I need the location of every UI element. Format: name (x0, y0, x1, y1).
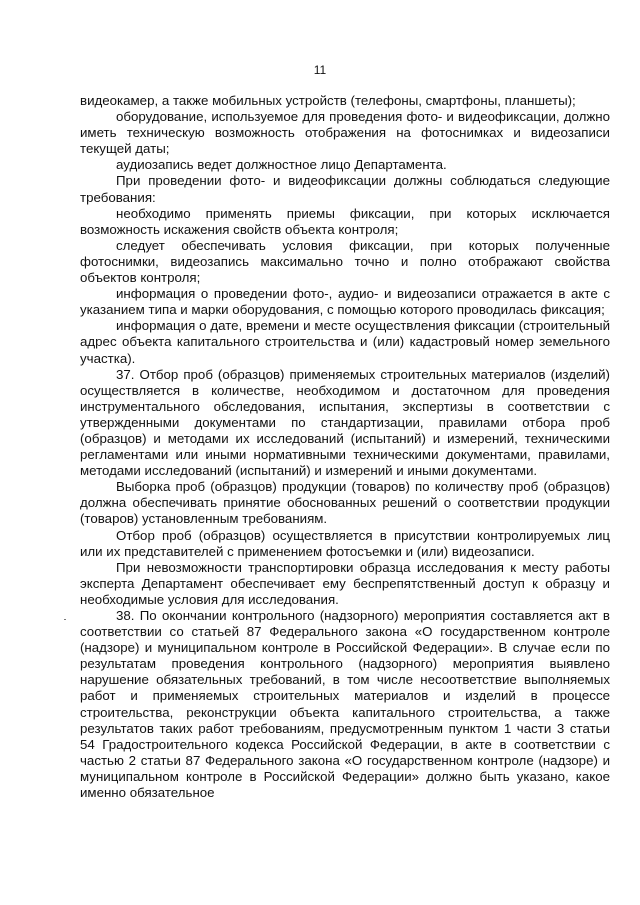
paragraph: информация о проведении фото-, аудио- и видеозаписи отражается в акте с указанием типа и марки оборудования, с помощью которого проводилась фиксация; (80, 286, 610, 318)
page-number: 11 (313, 63, 327, 77)
paragraph: При проведении фото- и видеофиксации должны соблюдаться следующие требования: (80, 173, 610, 205)
paragraph: При невозможности транспортировки образца исследования к месту работы эксперта Департамент обеспечивает ему беспрепятственный доступ к образцу и необходимые условия для исследования. (80, 559, 610, 607)
body-text (80, 93, 610, 801)
paragraph: необходимо применять приемы фиксации, при которых исключается возможность искажения свойств объекта контроля; (80, 205, 610, 237)
paragraph: 38. По окончании контрольного (надзорного) мероприятия составляется акт в соответствии со статьей 87 Федерального закона «О государственном контроле (надзоре) и муниципальном контроле в Российской Федерации». В случае если по результатам проведения контрольного (надзорного) мероприятия выявлено нарушение обязательных требований, в том числе несоответствие выполняемых работ и применяемых строительных материалов и изделий в процессе строительства, реконструкции объекта капитального строительства, а также результатов таких работ требованиям, предусмотренным пунктом 1 части 3 статьи 54 Градостроительного кодекса Российской Федерации, в акте в соответствии с частью 2 статьи 87 Федерального закона «О государственном контроле (надзоре) и муниципальном контроле в Российской Федерации» должно быть указано, какое именно обязательное (80, 608, 610, 801)
margin-mark (64, 619, 66, 620)
paragraph: 37. Отбор проб (образцов) применяемых строительных материалов (изделий) осуществляется в количестве, необходимом и достаточном для проведения инструментального обследования, испытания, экспертизы в соответствии с утвержденными документами по стандартизации, правилами отбора проб (образцов) и методами их исследований (испытаний) и измерений, техническими регламентами или иными нормативными техническими документами, правилами, методами исследований (испытаний) и измерений и иными документами. (80, 366, 610, 479)
paragraph: информация о дате, времени и месте осуществления фиксации (строительный адрес объекта капитального строительства и (или) кадастровый номер земельного участка). (80, 318, 610, 366)
paragraph: следует обеспечивать условия фиксации, при которых полученные фотоснимки, видеозапись максимально точно и полно отображают свойства объектов контроля; (80, 237, 610, 286)
paragraph: Выборка проб (образцов) продукции (товаров) по количеству проб (образцов) должна обеспечивать принятие обоснованных решений о соответствии продукции (товаров) установленным требованиям. (80, 479, 610, 527)
paragraph: Отбор проб (образцов) осуществляется в присутствии контролируемых лиц или их представителей с применением фотосъемки и (или) видеозаписи. (80, 527, 610, 559)
paragraph: видеокамер, а также мобильных устройств (телефоны, смартфоны, планшеты); (80, 93, 576, 108)
paragraph: аудиозапись ведет должностное лицо Департамента. (116, 157, 447, 173)
paragraph: оборудование, используемое для проведения фото- и видеофиксации, должно иметь техническую возможность отображения на фотоснимках и видеозаписи текущей даты; (80, 109, 610, 157)
